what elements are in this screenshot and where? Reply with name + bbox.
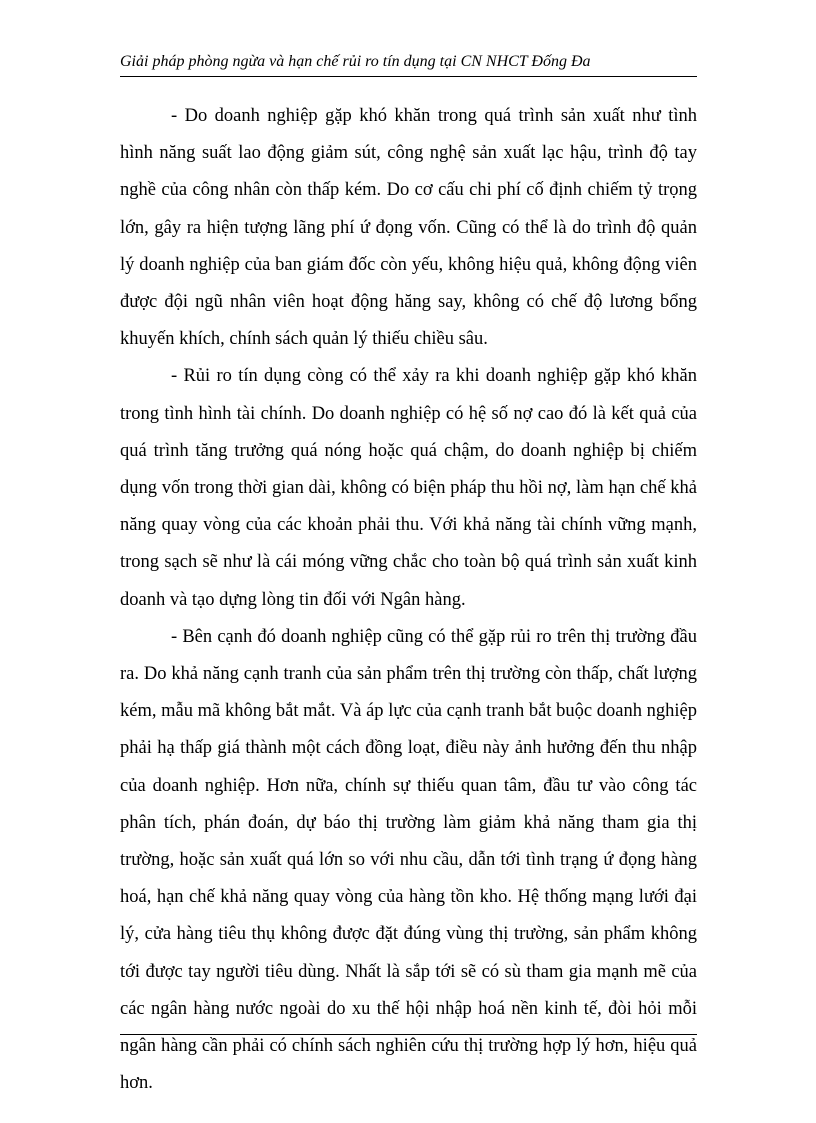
paragraph-financial-risk: - Rủi ro tín dụng còng có thể xảy ra khi doanh nghiệp gặp khó khăn trong tình hình tài chính. Do doanh nghiệp có hệ số nợ cao đó là kết quả của quá trình tăng trưởng quá nóng hoặc quá chậm, do doanh nghiệp bị chiếm dụng vốn trong thời gian dài, không có biện pháp thu hồi nợ, làm hạn chế khả năng quay vòng của các khoản phải thu. Với khả năng tài chính vững mạnh, trong sạch sẽ như là cái móng vững chắc cho toàn bộ quá trình sản xuất kinh doanh và tạo dựng lòng tin đối với Ngân hàng. (120, 366, 697, 610)
paragraph-market-risk: - Bên cạnh đó doanh nghiệp cũng có thể gặp rủi ro trên thị trường đầu ra. Do khả năng cạnh tranh của sản phẩm trên thị trường còn thấp, chất lượng kém, mẫu mã không bắt mắt. Và áp lực của cạnh tranh bắt buộc doanh nghiệp phải hạ thấp giá thành một cách đồng loạt, điều này ảnh hưởng đến thu nhập của doanh nghiệp. Hơn nữa, chính sự thiếu quan tâm, đầu tư vào công tác phân tích, phán đoán, dự báo thị trường làm giảm khả năng tham gia thị trường, hoặc sản xuất quá lớn so với nhu cầu, dẫn tới tình trạng ứ đọng hàng hoá, hạn chế khả năng quay vòng của hàng tồn kho. Hệ thống mạng lưới đại lý, cửa hàng tiêu thụ không được đặt đúng vùng thị trường, sản phẩm không tới được tay người tiêu dùng. Nhất là sắp tới sẽ có sù tham gia mạnh mẽ của các ngân hàng nước ngoài do xu thế hội nhập hoá nền kinh tế, đòi hỏi mỗi ngân hàng cần phải có chính sách nghiên cứu thị trường hợp lý hơn, hiệu quả hơn. (120, 626, 697, 1094)
page-header-title: Giải pháp phòng ngừa và hạn chế rủi ro tín dụng tại CN NHCT Đống Đa (120, 53, 591, 70)
document-body (120, 98, 697, 1102)
footer-divider (120, 1034, 697, 1035)
header-divider (120, 76, 697, 77)
paragraph-production-difficulties: - Do doanh nghiệp gặp khó khăn trong quá trình sản xuất như tình hình năng suất lao động giảm sút, công nghệ sản xuất lạc hậu, trình độ tay nghề của công nhân còn thấp kém. Do cơ cấu chi phí cố định chiếm tỷ trọng lớn, gây ra hiện tượng lãng phí ứ đọng vốn. Cũng có thể là do trình độ quản lý doanh nghiệp của ban giám đốc còn yếu, không hiệu quả, không động viên được đội ngũ nhân viên hoạt động hăng say, không có chế độ lương bổng khuyến khích, chính sách quản lý thiếu chiều sâu. (120, 106, 697, 350)
